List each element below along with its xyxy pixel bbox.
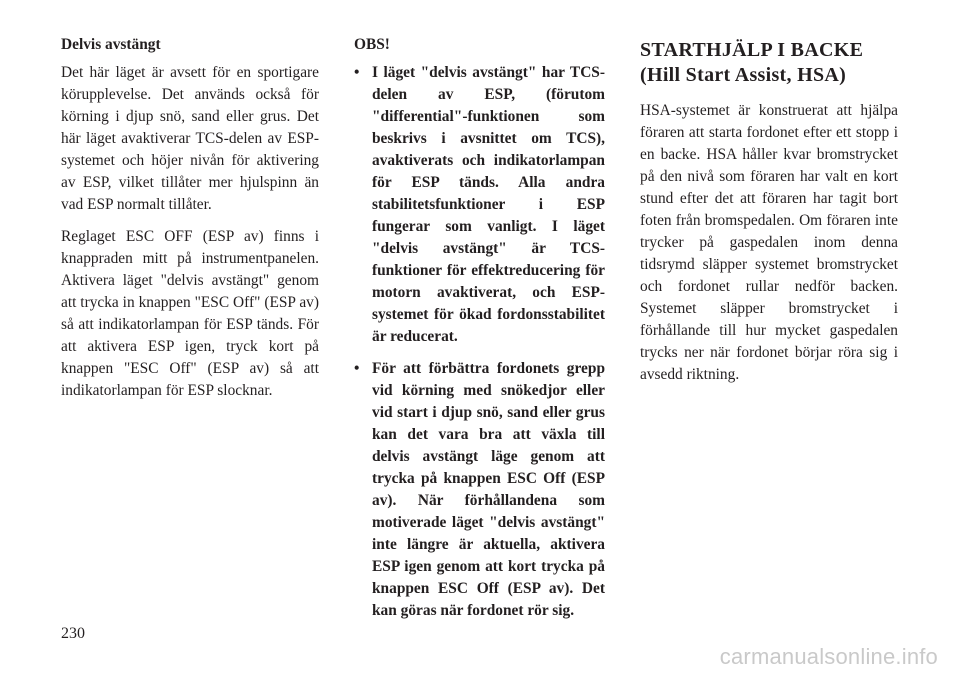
bullet-icon: • (354, 360, 360, 377)
note-item (354, 358, 605, 622)
note-item (354, 62, 605, 348)
note-list (354, 62, 605, 622)
bullet-icon: • (354, 64, 360, 81)
right-column (640, 38, 898, 396)
body-paragraph: Det här läget är avsett för en sportigare körupplevelse. Det används också för körning i djup snö, sand eller grus. Det här läget avaktiverar TCS-delen av ESP-systemet och höjer nivån för aktivering av ESP, vilket tillåter mer hjulspinn än vad ESP normalt tillåter. (61, 64, 319, 213)
note-text: För att förbättra fordonets grepp vid körning med snökedjor eller vid start i djup snö, sand eller grus kan det vara bra att växla till delvis avstängt läge genom att trycka på knappen ESC Off (ESP av). När förhållandena som motiverade läget "delvis avstängt" inte längre är aktuella, aktivera ESP igen genom att kort trycka på knappen ESC Off (ESP av). Det kan göras när fordonet rör sig. (372, 360, 605, 619)
middle-column (354, 34, 605, 632)
note-text: I läget "delvis avstängt" har TCS-delen av ESP, (förutom "differential"-funktionen som beskrivs i avsnittet om TCS), avaktiverats och indikatorlampan för ESP tänds. Alla andra stabilitetsfunktioner i ESP fungerar som vanligt. I läget "delvis avstängt" är TCS-funktioner för effektreducering för motorn avaktiverat, och ESP-systemet för ökad fordonsstabilitet är reducerat. (372, 64, 605, 345)
body-paragraph: Reglaget ESC OFF (ESP av) finns i knappraden mitt på instrumentpanelen. Aktivera läget "delvis avstängt" genom att trycka in knappen "ESC Off" (ESP av) så att indikatorlampan för ESP tänds. För att aktivera ESP igen, tryck kort på knappen "ESC Off" (ESP av) så att indikatorlampan för ESP slocknar. (61, 228, 319, 399)
watermark: carmanualsonline.info (719, 644, 938, 669)
body-paragraph: HSA-systemet är konstruerat att hjälpa föraren att starta fordonet efter ett stopp i en backe. HSA håller kvar bromstrycket på den nivå som föraren har valt en kort stund efter det att föraren har tagit bort foten från bromspedalen. Om föraren inte trycker på gaspedalen inom denna tidsrymd släpper systemet bromstrycket och fordonet rullar nedför backen. Systemet släpper bromstrycket i förhållande till hur mycket gaspedalen trycks ner när fordonet börjar röra sig i avsedd riktning. (640, 102, 898, 383)
note-heading: OBS! (354, 36, 390, 53)
section-title: STARTHJÄLP I BACKE (Hill Start Assist, HSA) (640, 39, 864, 86)
subsection-heading: Delvis avstängt (61, 36, 161, 53)
page-number: 230 (61, 625, 85, 642)
left-column (61, 34, 319, 412)
